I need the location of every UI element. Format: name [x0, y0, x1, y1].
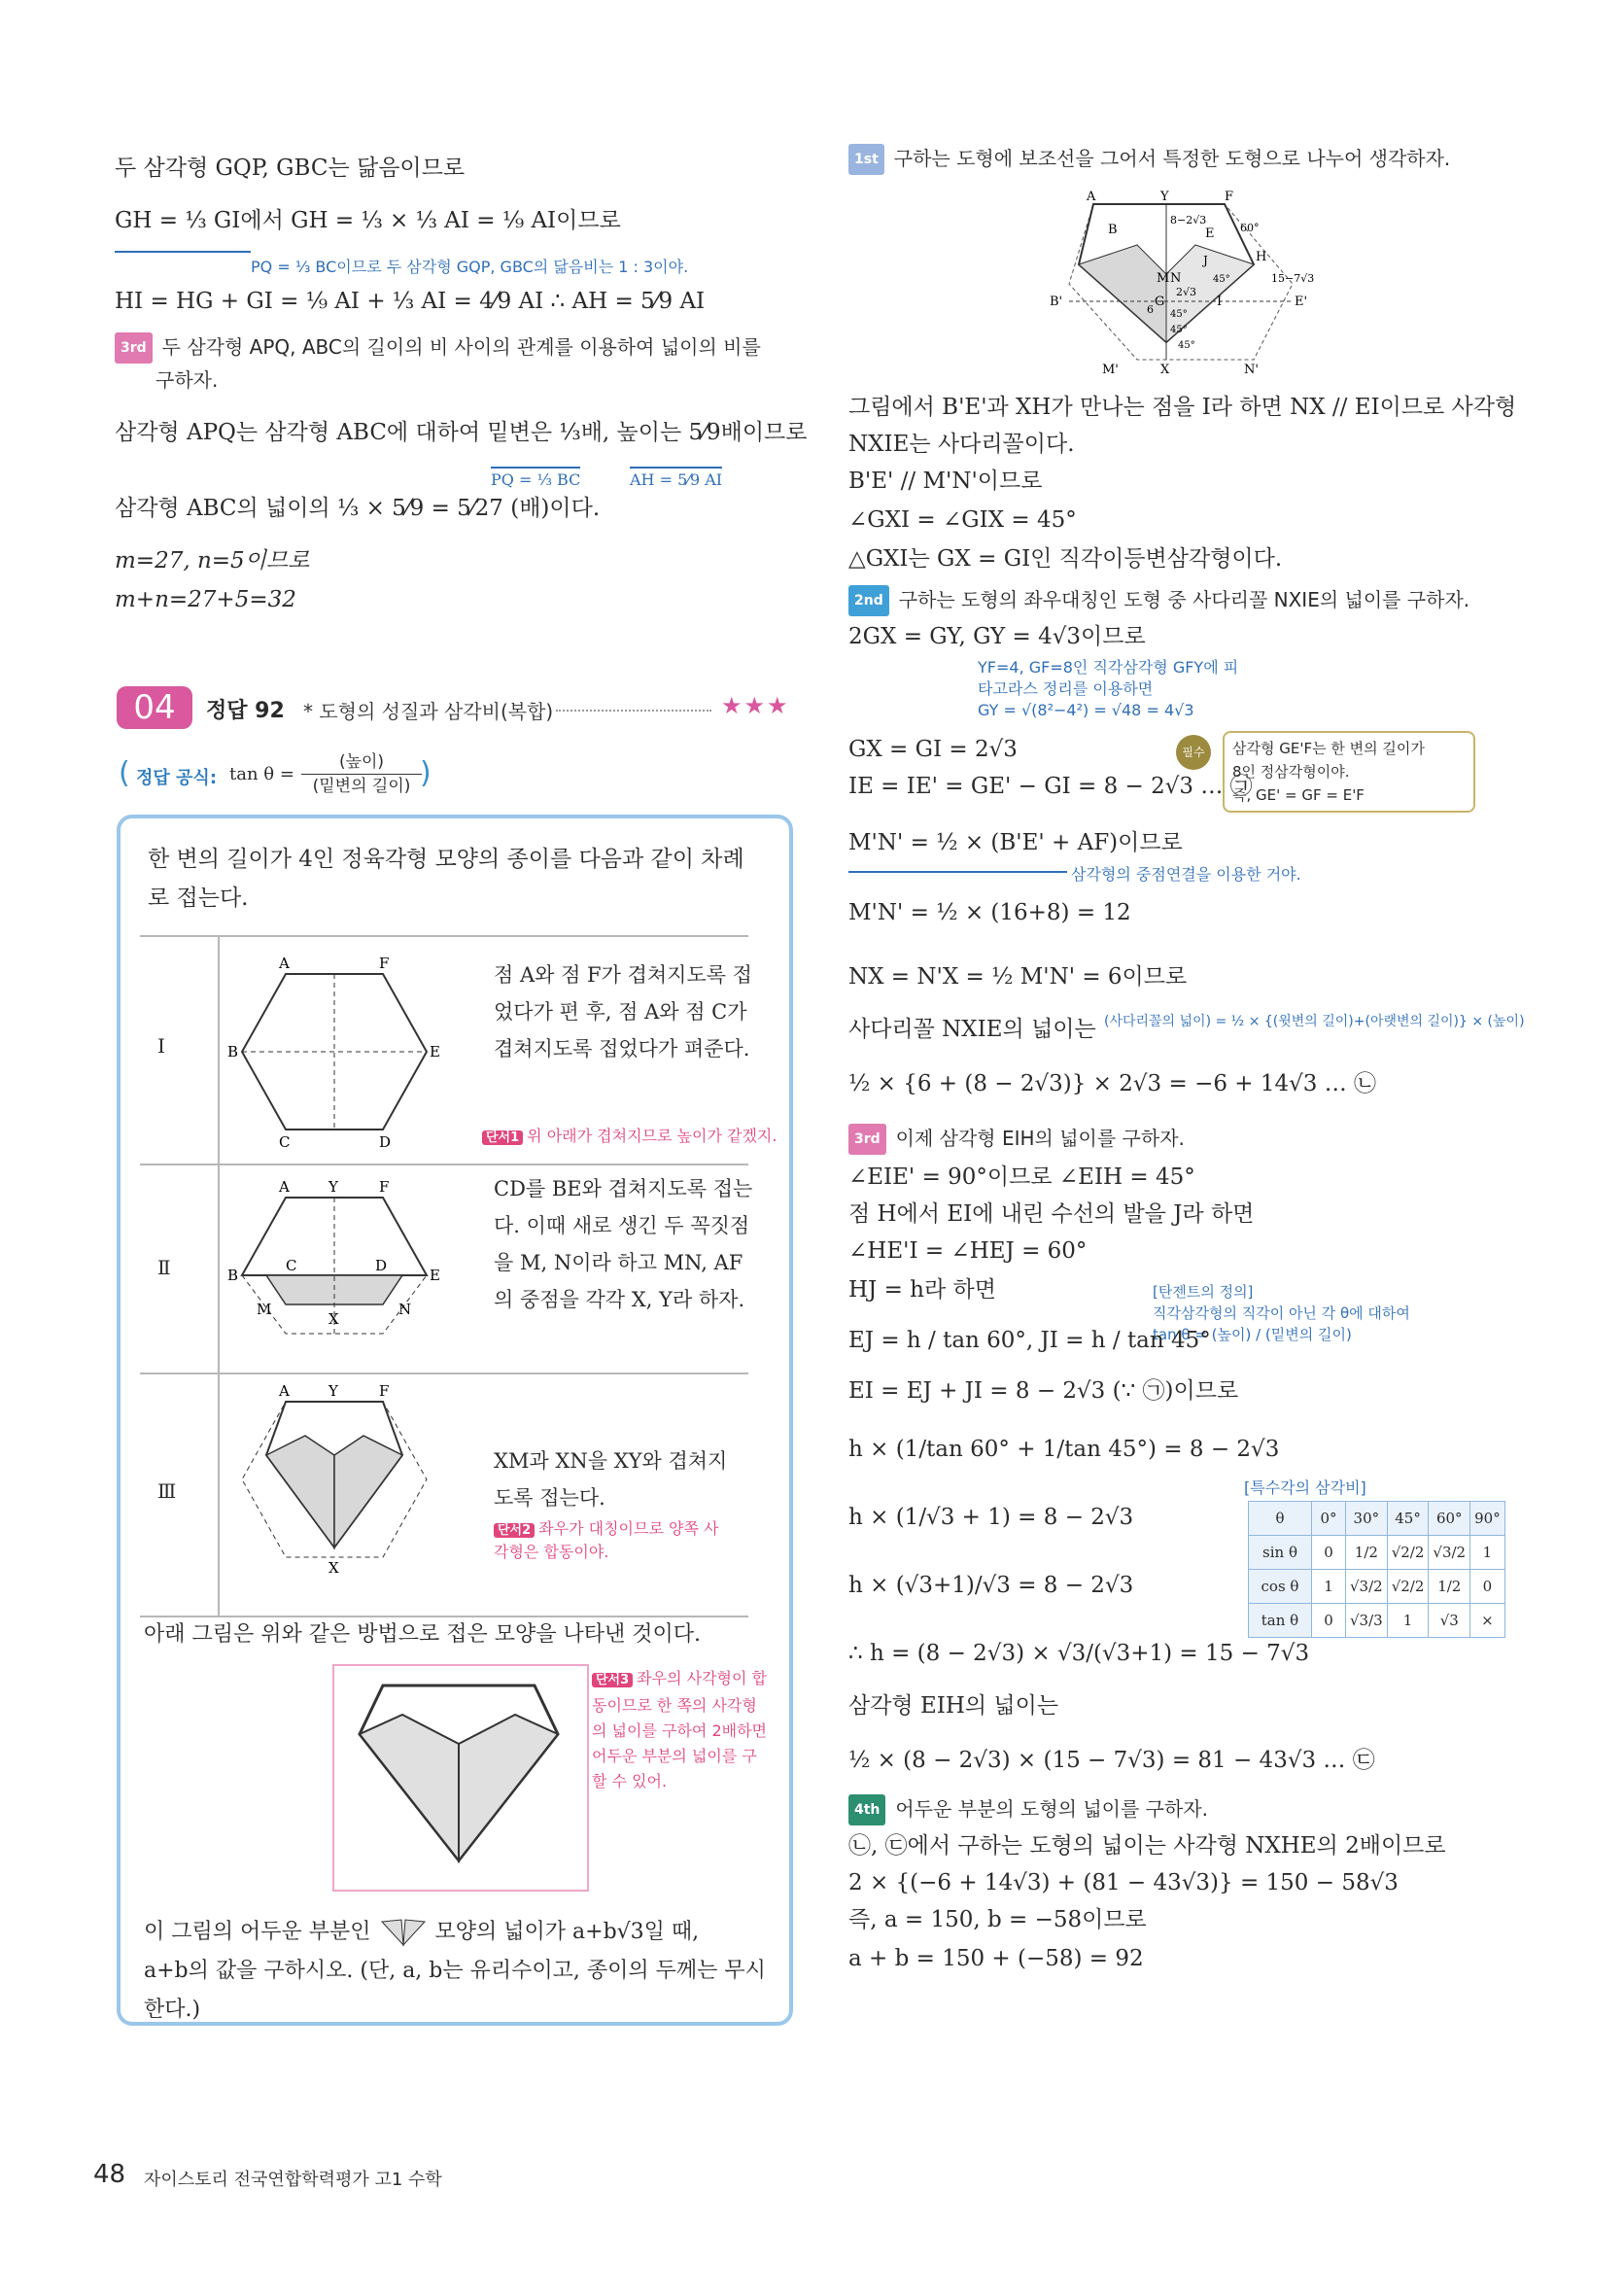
step-tag: 4th: [848, 1794, 885, 1825]
left-line-2: GH = ⅓ GI에서 GH = ⅓ × ⅓ AI = ⅑ AI이므로: [115, 208, 621, 233]
label-F: F: [379, 955, 390, 972]
fig-ang4: 45°: [1170, 325, 1188, 335]
table-cell: 1/2: [1429, 1570, 1470, 1604]
label-A: A: [279, 955, 290, 972]
right-line-9: M'N' = ½ × (B'E' + AF)이므로: [848, 830, 1183, 855]
right-line-21: h × (1/√3 + 1) = 8 − 2√3: [848, 1505, 1134, 1530]
row-label: I: [157, 1034, 165, 1058]
step-tag: 2nd: [848, 585, 889, 616]
row-text: 점 A와 점 F가 겹쳐지도록 접었다가 편 후, 점 A와 점 C가 겹쳐지도록 접었다가 펴준다.: [494, 963, 752, 1060]
table-cell: tan θ: [1249, 1604, 1312, 1638]
step-text: 어두운 부분의 도형의 넓이를 구하자.: [895, 1797, 1208, 1821]
table-cell: √2/2: [1387, 1536, 1429, 1570]
final-figure-frame: [332, 1664, 589, 1892]
right-line-28: 즉, a = 150, b = −58이므로: [848, 1907, 1147, 1932]
left-line-5: 삼각형 ABC의 넓이의 ⅓ × 5⁄9 = 5⁄27 (배)이다.: [115, 496, 601, 521]
right-line-6: 2GX = GY, GY = 4√3이므로: [848, 624, 1146, 649]
problem-intro: 한 변의 길이가 4인 정육각형 모양의 종이를 다음과 같이 차례로 접는다.: [148, 847, 744, 911]
right-line-22: h × (√3+1)/√3 = 8 − 2√3: [848, 1573, 1134, 1598]
right-line-16: ∠HE'I = ∠HEJ = 60°: [848, 1238, 1088, 1264]
table-cell: 0: [1312, 1604, 1346, 1638]
row-label: Ⅱ: [157, 1256, 171, 1279]
hexagon-fold-1: [227, 955, 441, 1149]
right-line-29: a + b = 150 + (−58) = 92: [848, 1946, 1144, 1971]
row-label: Ⅲ: [157, 1479, 177, 1503]
note-line: 직각삼각형의 직각이 아닌 각 θ에 대하여: [1153, 1304, 1410, 1322]
table-cell: 30°: [1346, 1502, 1388, 1536]
divider: [140, 1164, 748, 1165]
svg-text:X: X: [328, 1310, 339, 1328]
right-line-27: 2 × {(−6 + 14√3) + (81 − 43√3)} = 150 − 58√3: [848, 1870, 1399, 1895]
fig-ang3: 45°: [1170, 309, 1188, 320]
step-tag: 3rd: [115, 332, 153, 364]
table-cell: ×: [1470, 1604, 1505, 1638]
problem-card: [117, 815, 793, 2026]
pythagoras-note: [978, 657, 1238, 721]
step-tag: 3rd: [848, 1124, 886, 1155]
hexagon-fold-3: [227, 1382, 451, 1596]
shaded-shape-icon: [378, 1916, 429, 1949]
right-line-11: NX = N'X = ½ M'N' = 6이므로: [848, 964, 1188, 990]
left-flap: [266, 1436, 334, 1547]
label-C: C: [279, 1133, 291, 1149]
right-line-20: h × (1/tan 60° + 1/tan 45°) = 8 − 2√3: [848, 1437, 1280, 1462]
table-cell: 45°: [1387, 1502, 1429, 1536]
right-line-12: 사다리꼴 NXIE의 넓이는: [848, 1017, 1096, 1042]
right-line-23: ∴ h = (8 − 2√3) × √3/(√3+1) = 15 − 7√3: [848, 1641, 1310, 1666]
right-line-13: ½ × {6 + (8 − 2√3)} × 2√3 = −6 + 14√3 … ㉡: [848, 1071, 1377, 1096]
table-cell: 1: [1470, 1536, 1505, 1570]
step-text: 이제 삼각형 EIH의 넓이를 구하자.: [895, 1127, 1185, 1150]
special-angle-table: [1248, 1501, 1505, 1638]
hint-text: 위 아래가 겹쳐지므로 높이가 같겠지.: [527, 1127, 777, 1145]
fig-ang1: 60°: [1240, 222, 1260, 234]
table-cell: √2/2: [1387, 1570, 1429, 1604]
svg-text:B: B: [227, 1267, 239, 1284]
right-line-10: M'N' = ½ × (16+8) = 12: [848, 900, 1131, 925]
fig-H: H: [1256, 250, 1267, 264]
note-line: 삼각형 GE'F는 한 변의 길이가: [1232, 740, 1425, 757]
page-number: 48: [93, 2160, 126, 2189]
note-line: [탄젠트의 정의]: [1153, 1283, 1254, 1301]
svg-text:Y: Y: [328, 1382, 338, 1400]
fig-N: N: [1170, 271, 1182, 286]
table-cell: 1/2: [1346, 1536, 1388, 1570]
table-cell: sin θ: [1249, 1536, 1312, 1570]
table-row: [1249, 1570, 1505, 1604]
note-box: [1223, 731, 1475, 813]
table-cell: 60°: [1429, 1502, 1470, 1536]
leader-dots: [556, 710, 711, 712]
midpoint-note: 삼각형의 중점연결을 이용한 거야.: [1071, 865, 1301, 884]
divider: [140, 935, 748, 937]
right-flap: [334, 1436, 402, 1547]
table-cell: √3: [1429, 1604, 1470, 1638]
fig-Ep: E': [1295, 295, 1308, 309]
right-line-24: 삼각형 EIH의 넓이는: [848, 1693, 1059, 1719]
left-note-3: AH = 5⁄9 AI: [630, 467, 722, 489]
fig-Bp: B': [1050, 295, 1063, 309]
fig-len4: 2√3: [1176, 286, 1197, 298]
table-cell: 0: [1312, 1536, 1346, 1570]
row-text: CD를 BE와 겹쳐지도록 접는다. 이때 새로 생긴 두 꼭짓점을 M, N이라 하고 MN, AF의 중점을 각각 X, Y라 하자.: [494, 1177, 753, 1311]
right-line-5: △GXI는 GX = GI인 직각이등변삼각형이다.: [848, 546, 1283, 572]
note-line: YF=4, GF=8인 직각삼각형 GFY에 피: [978, 658, 1239, 677]
solution-figure: [1050, 187, 1341, 381]
step-text: 두 삼각형 APQ, ABC의 길이의 비 사이의 관계를 이용하여 넓이의 비를: [161, 335, 761, 359]
question-part-2: 모양의 넓이가 a+b√3일 때,: [434, 1920, 700, 1944]
row-text: XM과 XN을 XY와 겹쳐지도록 접는다.: [494, 1449, 728, 1510]
hint-tag: 단서3: [592, 1673, 633, 1687]
note-line: GY = √(8²−4²) = √48 = 4√3: [978, 701, 1194, 719]
topic-text: 도형의 성질과 삼각비(복합): [319, 700, 554, 723]
right-line-7: GX = GI = 2√3: [848, 737, 1018, 762]
fig-X: X: [1160, 363, 1170, 377]
bracket-right: ): [420, 756, 432, 790]
table-cell: 1: [1387, 1604, 1429, 1638]
fig-M: M: [1157, 271, 1170, 286]
formula-tan: tan θ =: [229, 764, 294, 784]
right-line-1: 그림에서 B'E'과 XH가 만나는 점을 I라 하면 NX // EI이므로 사각형: [848, 395, 1517, 420]
table-header-row: [1249, 1502, 1505, 1536]
svg-text:A: A: [279, 1178, 290, 1196]
difficulty-stars: ★★★: [721, 692, 790, 719]
left-note-2: PQ = ⅓ BC: [491, 467, 580, 489]
fig-F: F: [1225, 190, 1234, 204]
underline: [115, 251, 251, 253]
problem-number: 04: [117, 686, 192, 729]
step-text: 구하는 도형에 보조선을 그어서 특정한 도형으로 나누어 생각하자.: [893, 147, 1451, 170]
table-row: [1249, 1536, 1505, 1570]
required-badge: 필수: [1176, 735, 1211, 770]
problem-below: 아래 그림은 위와 같은 방법으로 접은 모양을 나타낸 것이다.: [144, 1622, 701, 1647]
bracket-left: (: [119, 756, 130, 790]
hint-tag: 단서1: [482, 1130, 523, 1145]
left-shaded: [360, 1715, 459, 1860]
svg-text:D: D: [375, 1257, 388, 1274]
right-shaded: [459, 1715, 558, 1860]
right-line-19: EI = EJ + JI = 8 − 2√3 (∵ ㉠)이므로: [848, 1378, 1239, 1404]
svg-text:C: C: [286, 1257, 297, 1274]
fig-len3: 6: [1147, 303, 1154, 316]
label-E: E: [430, 1043, 440, 1060]
fig-E: E: [1205, 226, 1215, 241]
right-line-4: ∠GXI = ∠GIX = 45°: [848, 507, 1077, 533]
note-line: 8인 정삼각형이야.: [1232, 763, 1350, 781]
label-B: B: [227, 1043, 239, 1060]
hint-tag: 단서2: [494, 1523, 535, 1538]
table-row: [1249, 1604, 1505, 1638]
table-cell: √3/3: [1346, 1604, 1388, 1638]
fig-ang5: 45°: [1178, 340, 1195, 351]
right-line-18: EJ = h / tan 60°, JI = h / tan 45°: [848, 1328, 1211, 1353]
left-note-1: PQ = ⅓ BC이므로 두 삼각형 GQP, GBC의 닮음비는 1 : 3이야.: [251, 258, 689, 276]
left-region: [1079, 245, 1166, 342]
right-line-17: HJ = h라 하면: [848, 1277, 996, 1303]
svg-text:E: E: [430, 1267, 440, 1284]
fig-Np: N': [1244, 363, 1259, 377]
book-title: 자이스토리 전국연합학력평가 고1 수학: [144, 2170, 442, 2190]
hexagon-fold-2: [227, 1178, 451, 1363]
left-line-4: 삼각형 APQ는 삼각형 ABC에 대하여 밑변은 ⅓배, 높이는 5⁄9배이므로: [115, 420, 808, 445]
topic: * 도형의 성질과 삼각비(복합): [303, 700, 554, 723]
table-cell: √3/2: [1346, 1570, 1388, 1604]
right-line-15: 점 H에서 EI에 내린 수선의 발을 J라 하면: [848, 1201, 1255, 1227]
answer-label: 정답 92: [206, 699, 285, 723]
step-text-cont: 구하자.: [155, 368, 219, 392]
trapezoid-note: (사다리꼴의 넓이) = ½ × {(윗변의 길이)+(아랫변의 길이)} × (높이): [1104, 1014, 1525, 1029]
table-cell: √3/2: [1429, 1536, 1470, 1570]
formula-label: 정답 공식:: [136, 768, 218, 788]
final-figure: [334, 1666, 583, 1886]
fig-Mp: M': [1102, 363, 1119, 377]
note-line: 즉, GE' = GF = E'F: [1232, 786, 1365, 804]
fig-A: A: [1087, 190, 1096, 204]
left-line-6: m=27, n=5이므로: [115, 548, 310, 574]
table-cell: 0: [1470, 1570, 1505, 1604]
question-part-3: a+b의 값을 구하시오. (단, a, b는 유리수이고, 종이의 두께는 무시한다.): [144, 1959, 766, 2022]
table-cell: cos θ: [1249, 1570, 1312, 1604]
right-line-14: ∠EIE' = 90°이므로 ∠EIH = 45°: [848, 1164, 1195, 1190]
hint-text: 좌우의 사각형이 합동이므로 한 쪽의 사각형의 넓이를 구하여 2배하면 어두운 부분의 넓이를 구할 수 있어.: [592, 1669, 767, 1790]
table-cell: θ: [1249, 1502, 1312, 1536]
svg-text:Y: Y: [328, 1178, 338, 1196]
note-line: 타고라스 정리를 이용하면: [978, 679, 1154, 698]
table-cell: 0°: [1312, 1502, 1346, 1536]
right-line-3: B'E' // M'N'이므로: [848, 469, 1043, 494]
svg-text:M: M: [257, 1301, 272, 1318]
left-line-7: m+n=27+5=32: [115, 587, 296, 612]
svg-text:A: A: [279, 1382, 290, 1400]
note-line: tan θ = (높이) / (밑변의 길이): [1153, 1326, 1352, 1343]
fig-len1: 8−2√3: [1170, 214, 1207, 226]
svg-text:F: F: [379, 1382, 390, 1400]
divider: [140, 1373, 748, 1374]
divider: [218, 935, 220, 1616]
special-angle-note: [특수각의 삼각비]: [1244, 1478, 1366, 1497]
fig-len2: 15−7√3: [1271, 272, 1315, 285]
right-line-26: ㉡, ㉢에서 구하는 도형의 넓이는 사각형 NXHE의 2배이므로: [848, 1833, 1446, 1859]
fig-I: I: [1217, 295, 1223, 309]
formula-den: (밑변의 길이): [312, 777, 411, 796]
fig-ang2: 45°: [1213, 274, 1230, 285]
right-line-2: NXIE는 사다리꼴이다.: [848, 432, 1075, 457]
svg-text:X: X: [328, 1559, 339, 1577]
right-line-25: ½ × (8 − 2√3) × (15 − 7√3) = 81 − 43√3 … ㉢: [848, 1748, 1375, 1773]
fig-J: J: [1203, 254, 1208, 267]
left-line-1: 두 삼각형 GQP, GBC는 닮음이므로: [115, 156, 466, 181]
right-line-8: IE = IE' = GE' − GI = 8 − 2√3 … ㉠: [848, 774, 1253, 799]
step-tag: 1st: [848, 144, 884, 175]
hint-text: 좌우가 대칭이므로 양쪽 사각형은 합동이야.: [494, 1519, 719, 1561]
svg-text:F: F: [379, 1178, 390, 1196]
svg-text:N: N: [398, 1301, 412, 1318]
formula-num: (높이): [301, 750, 422, 775]
fig-B: B: [1108, 223, 1118, 237]
question-part-1: 이 그림의 어두운 부분인: [144, 1920, 371, 1944]
table-cell: 1: [1312, 1570, 1346, 1604]
table-cell: 90°: [1470, 1502, 1505, 1536]
fig-G: G: [1155, 295, 1165, 309]
step-text: 구하는 도형의 좌우대칭인 도형 중 사다리꼴 NXIE의 넓이를 구하자.: [898, 588, 1470, 611]
label-D: D: [379, 1133, 392, 1149]
fig-Y: Y: [1160, 190, 1169, 204]
underline: [848, 871, 1067, 873]
left-line-3: HI = HG + GI = ⅑ AI + ⅓ AI = 4⁄9 AI ∴ AH = 5⁄9 AI: [115, 289, 706, 314]
